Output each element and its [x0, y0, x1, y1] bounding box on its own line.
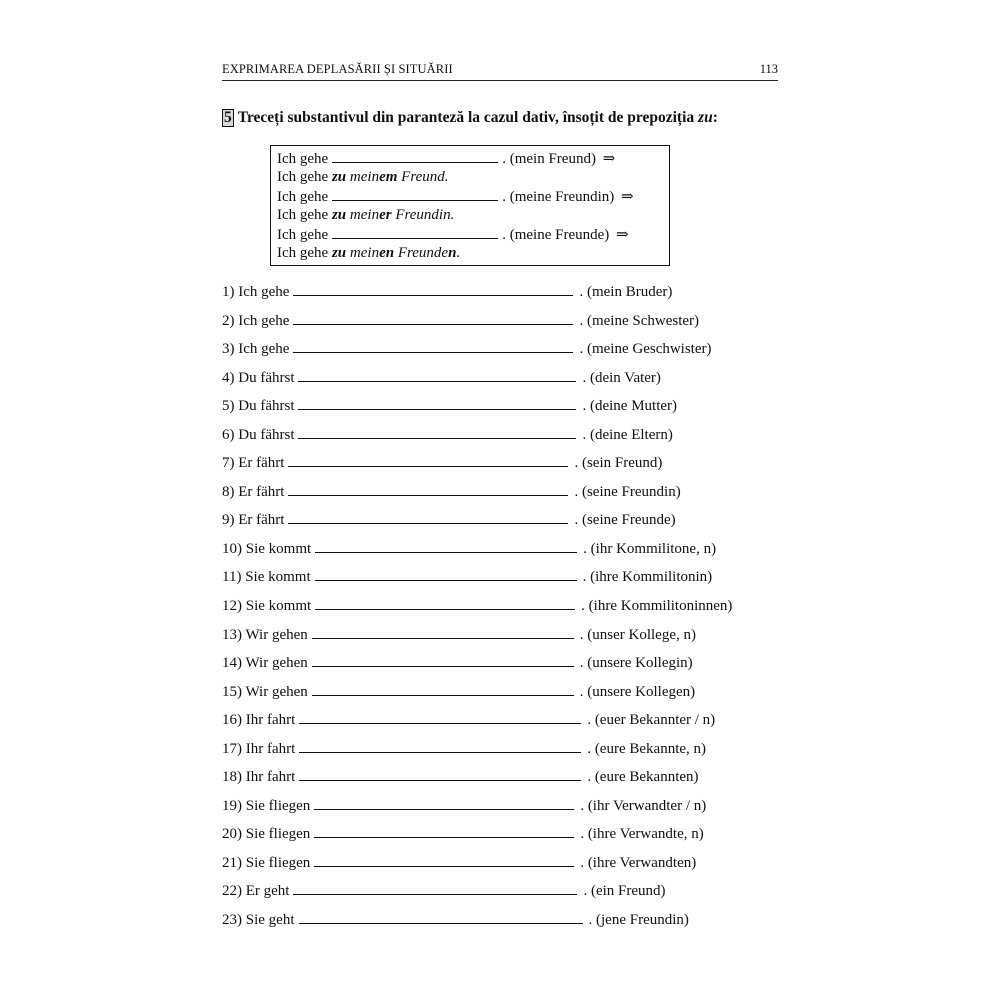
example-answer-zu: zu [331, 207, 347, 223]
item-label: 5) Du fährst [222, 398, 295, 415]
item-label: 10) Sie kommt [222, 540, 312, 557]
item-hint: . (ihre Verwandten) [580, 854, 697, 871]
example-answer-stem: mein [349, 207, 380, 223]
example-answer-noun: Freunde [397, 245, 449, 261]
item-hint: . (ein Freund) [583, 883, 666, 900]
example-answer-stem: mein [349, 245, 380, 261]
item-label: 23) Sie geht [222, 912, 295, 929]
exercise-item [222, 425, 782, 454]
answer-blank[interactable] [299, 710, 581, 724]
answer-blank[interactable] [298, 425, 576, 439]
exercise-item [222, 539, 782, 568]
item-hint: . (unser Kollege, n) [579, 626, 696, 643]
answer-blank[interactable] [288, 453, 568, 467]
answer-blank[interactable] [293, 339, 573, 353]
item-hint: . (sein Freund) [574, 455, 663, 472]
example-answer-end: . [444, 169, 449, 185]
item-hint: . (eure Bekannte, n) [587, 740, 707, 757]
example-answer-zu: zu [331, 169, 347, 185]
answer-blank[interactable] [312, 625, 574, 639]
answer-blank[interactable] [299, 739, 581, 753]
exercise-item [222, 739, 782, 768]
exercise-item [222, 853, 782, 882]
arrow-icon: ⇒ [602, 151, 616, 167]
item-label: 20) Sie fliegen [222, 826, 311, 843]
answer-blank[interactable] [315, 567, 577, 581]
example-answer-stem: mein [349, 169, 380, 185]
example-answer-end: . [450, 207, 455, 223]
item-label: 15) Wir gehen [222, 683, 308, 700]
exercise-item [222, 796, 782, 825]
example-answer-noun-ending: n [448, 245, 457, 261]
item-hint: . (unsere Kollegin) [579, 655, 693, 672]
answer-blank[interactable] [298, 396, 576, 410]
item-hint: . (ihre Kommilitoninnen) [581, 598, 733, 615]
example-answer-ending: en [379, 245, 395, 261]
item-hint: . (deine Eltern) [582, 426, 673, 443]
example-prompt [277, 225, 669, 244]
exercise-instruction: Treceți substantivul din paranteză la cazul dativ, însoțit de prepoziția [237, 109, 695, 126]
answer-blank[interactable] [288, 482, 568, 496]
answer-blank[interactable] [312, 653, 574, 667]
item-label: 13) Wir gehen [222, 626, 308, 643]
arrow-icon: ⇒ [621, 189, 634, 205]
exercise-item [222, 567, 782, 596]
exercise-item [222, 339, 782, 368]
exercise-item [222, 596, 782, 625]
exercise-number: 5 [224, 109, 232, 126]
exercise-item [222, 282, 782, 311]
example-answer-noun: Freund [401, 169, 445, 185]
exercise-item [222, 682, 782, 711]
example-blank [332, 149, 498, 163]
example-blank [332, 187, 498, 201]
arrow-icon: ⇒ [616, 227, 629, 243]
chapter-title: EXPRIMAREA DEPLASĂRII ȘI SITUĂRII [222, 62, 453, 76]
item-label: 8) Er fährt [222, 483, 285, 500]
exercise-item [222, 824, 782, 853]
exercise-item [222, 311, 782, 340]
answer-blank[interactable] [299, 767, 581, 781]
example-answer [277, 206, 669, 225]
example-answer-intro: Ich gehe [277, 169, 329, 185]
example-prompt [277, 187, 669, 206]
item-label: 16) Ihr fahrt [222, 712, 296, 729]
item-label: 19) Sie fliegen [222, 797, 311, 814]
item-label: 18) Ihr fahrt [222, 769, 296, 786]
item-label: 1) Ich gehe [222, 284, 290, 300]
item-label: 3) Ich gehe [222, 341, 290, 358]
item-hint: . (unsere Kollegen) [579, 683, 696, 700]
page-header [222, 62, 778, 81]
answer-blank[interactable] [293, 881, 577, 895]
example-answer-noun: Freundin [395, 207, 451, 223]
example-blank [332, 225, 498, 239]
item-label: 12) Sie kommt [222, 598, 312, 615]
item-hint: . (jene Freundin) [588, 912, 689, 929]
example-prompt [277, 149, 669, 168]
item-hint: . (euer Bekannter / n) [587, 712, 716, 729]
exercise-item [222, 653, 782, 682]
answer-blank[interactable] [288, 510, 568, 524]
answer-blank[interactable] [312, 682, 574, 696]
item-hint: . (seine Freunde) [574, 512, 676, 529]
exercise-item [222, 510, 782, 539]
item-hint: . (ihr Verwandter / n) [580, 797, 707, 814]
item-label: 4) Du fährst [222, 369, 295, 386]
example-answer-ending: em [379, 169, 398, 185]
item-label: 11) Sie kommt [222, 569, 311, 586]
item-hint: . (deine Mutter) [582, 398, 678, 415]
answer-blank[interactable] [298, 368, 576, 382]
example-answer-end: . [456, 245, 461, 261]
exercise-item [222, 482, 782, 511]
exercise-item [222, 710, 782, 739]
answer-blank[interactable] [315, 596, 575, 610]
item-hint: . (ihr Kommilitone, n) [583, 540, 717, 557]
item-hint: . (ihre Verwandte, n) [580, 826, 704, 843]
item-label: 14) Wir gehen [222, 655, 308, 672]
exercise-list [222, 282, 782, 939]
answer-blank[interactable] [293, 311, 573, 325]
example-prompt-text: Ich gehe [277, 227, 329, 243]
instruction-end: : [712, 109, 718, 126]
example-answer [277, 244, 669, 263]
example-answer-ending: er [379, 207, 392, 223]
example-answer-intro: Ich gehe [277, 207, 329, 223]
item-label: 2) Ich gehe [222, 312, 290, 329]
item-label: 17) Ihr fahrt [222, 740, 296, 757]
exercise-item [222, 910, 782, 939]
example-answer [277, 168, 669, 187]
answer-blank[interactable] [314, 824, 574, 838]
example-prompt-text: Ich gehe [277, 189, 329, 205]
item-hint: . (meine Geschwister) [579, 341, 712, 358]
item-hint: . (seine Freundin) [574, 483, 681, 500]
example-answer-zu: zu [331, 245, 347, 261]
exercise-item [222, 453, 782, 482]
example-answer-intro: Ich gehe [277, 245, 329, 261]
answer-blank[interactable] [314, 853, 574, 867]
exercise-item [222, 396, 782, 425]
answer-blank[interactable] [315, 539, 577, 553]
item-hint: . (mein Bruder) [579, 284, 673, 300]
item-hint: . (eure Bekannten) [587, 769, 699, 786]
exercise-item [222, 767, 782, 796]
item-label: 6) Du fährst [222, 426, 295, 443]
answer-blank[interactable] [314, 796, 574, 810]
example-hint: . (meine Freunde) [502, 227, 610, 243]
exercise-item [222, 368, 782, 397]
item-hint: . (meine Schwester) [579, 312, 700, 329]
item-label: 7) Er fährt [222, 455, 285, 472]
exercise-heading [222, 108, 718, 128]
item-hint: . (dein Vater) [582, 369, 661, 386]
example-hint: . (meine Freundin) [502, 189, 615, 205]
answer-blank[interactable] [299, 910, 583, 924]
answer-blank[interactable] [293, 282, 573, 296]
example-prompt-text: Ich gehe [277, 151, 329, 167]
item-label: 9) Er fährt [222, 512, 285, 529]
item-label: 22) Er geht [222, 883, 290, 900]
item-label: 21) Sie fliegen [222, 854, 311, 871]
exercise-item [222, 625, 782, 654]
page-number: 113 [759, 62, 778, 76]
example-box [270, 145, 670, 266]
instruction-zu: zu [698, 109, 713, 126]
exercise-item [222, 881, 782, 910]
item-hint: . (ihre Kommilitonin) [582, 569, 713, 586]
example-hint: . (mein Freund) [502, 151, 596, 167]
